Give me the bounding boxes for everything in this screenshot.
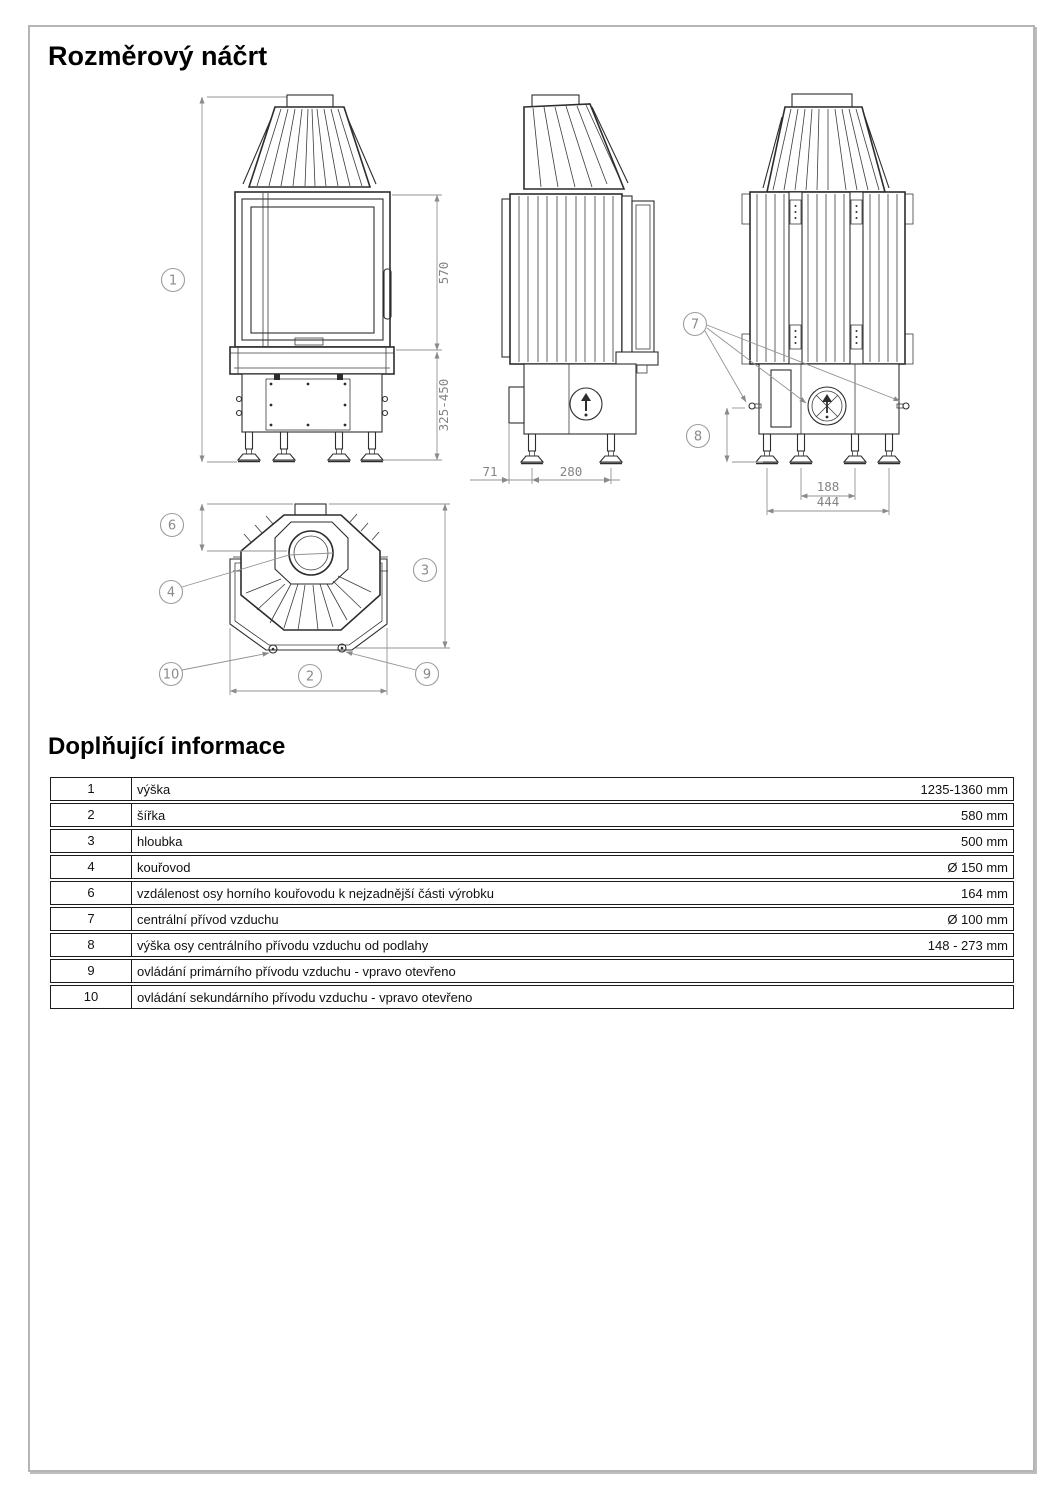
row-label: kouřovod (137, 859, 191, 875)
callout-1 (162, 269, 185, 292)
callout-2 (299, 665, 322, 688)
section-title: Doplňující informace (48, 733, 286, 760)
top-flue-collar (295, 504, 326, 515)
row-value: 500 mm (961, 833, 1008, 849)
row-value: 164 mm (961, 885, 1008, 901)
row-number: 9 (51, 960, 132, 982)
row-label: hloubka (137, 833, 183, 849)
row-number: 4 (51, 856, 132, 878)
row-label: ovládání primárního přívodu vzduchu - vpravo otevřeno (137, 963, 456, 979)
rear-view (684, 94, 914, 515)
svg-text:10: 10 (162, 667, 180, 683)
row-label: vzdálenost osy horního kouřovodu k nejzadnější části výrobku (137, 885, 494, 901)
front-plinth (230, 347, 394, 374)
front-flue-collar (287, 95, 333, 107)
table-row (50, 777, 1014, 801)
row-number: 1 (51, 778, 132, 800)
row-label: centrální přívod vzduchu (137, 911, 279, 927)
top-view (160, 504, 451, 695)
dimensional-drawing (30, 87, 1033, 735)
table-row (50, 855, 1014, 879)
table-row (50, 881, 1014, 905)
rear-right-air-fitting (903, 403, 909, 409)
table-row (50, 985, 1014, 1009)
svg-text:2: 2 (305, 669, 315, 685)
callout-6 (161, 514, 184, 537)
row-number: 2 (51, 804, 132, 826)
svg-text:7: 7 (690, 317, 700, 333)
front-base (242, 374, 382, 432)
dim-front-base-height: 325-450 (436, 378, 451, 432)
side-heat-exchanger-cone (524, 104, 624, 189)
table-row (50, 829, 1014, 853)
dim-rear-inner-span: 188 (816, 479, 840, 494)
svg-text:6: 6 (167, 518, 177, 534)
side-view (470, 95, 658, 484)
page-title: Rozměrový náčrt (48, 41, 268, 71)
table-row (50, 803, 1014, 827)
front-heat-exchanger-cone (249, 107, 370, 187)
svg-text:4: 4 (166, 585, 176, 601)
row-label: šířka (137, 807, 166, 823)
row-number: 3 (51, 830, 132, 852)
dim-rear-outer-span: 444 (816, 494, 840, 509)
page-frame (28, 25, 1035, 1472)
svg-text:3: 3 (420, 563, 430, 579)
callout-9 (416, 663, 439, 686)
rear-body (750, 192, 905, 364)
table-row (50, 933, 1014, 957)
row-value: Ø 150 mm (947, 859, 1008, 875)
callout-7 (684, 313, 707, 336)
callout-8 (687, 425, 710, 448)
row-number: 6 (51, 882, 132, 904)
table-row (50, 907, 1014, 931)
row-value: 1235-1360 mm (920, 781, 1008, 797)
svg-text:8: 8 (693, 429, 703, 445)
dim-side-back-offset: 71 (482, 464, 498, 479)
svg-text:9: 9 (422, 667, 432, 683)
callout-10 (160, 663, 183, 686)
info-table (50, 777, 1014, 1011)
table-row (50, 959, 1014, 983)
row-label: ovládání sekundárního přívodu vzduchu - vpravo otevřeno (137, 989, 473, 1005)
front-view (162, 95, 452, 462)
row-number: 7 (51, 908, 132, 930)
rear-left-air-fitting (749, 403, 755, 409)
callout-3 (414, 559, 437, 582)
row-value: 580 mm (961, 807, 1008, 823)
row-value: 148 - 273 mm (927, 937, 1008, 953)
row-label: výška osy centrálního přívodu vzduchu od podlahy (137, 937, 429, 953)
row-number: 10 (51, 986, 132, 1008)
side-door-glass (632, 201, 654, 353)
row-number: 8 (51, 934, 132, 956)
svg-text:1: 1 (168, 273, 178, 289)
dim-side-leg-span: 280 (559, 464, 583, 479)
callout-4 (160, 581, 183, 604)
rear-flue-collar (792, 94, 852, 107)
front-door-frame (235, 192, 390, 347)
row-value: Ø 100 mm (947, 911, 1008, 927)
side-base (524, 364, 636, 434)
dim-front-glass-height: 570 (436, 261, 451, 285)
row-label: výška (137, 781, 171, 797)
